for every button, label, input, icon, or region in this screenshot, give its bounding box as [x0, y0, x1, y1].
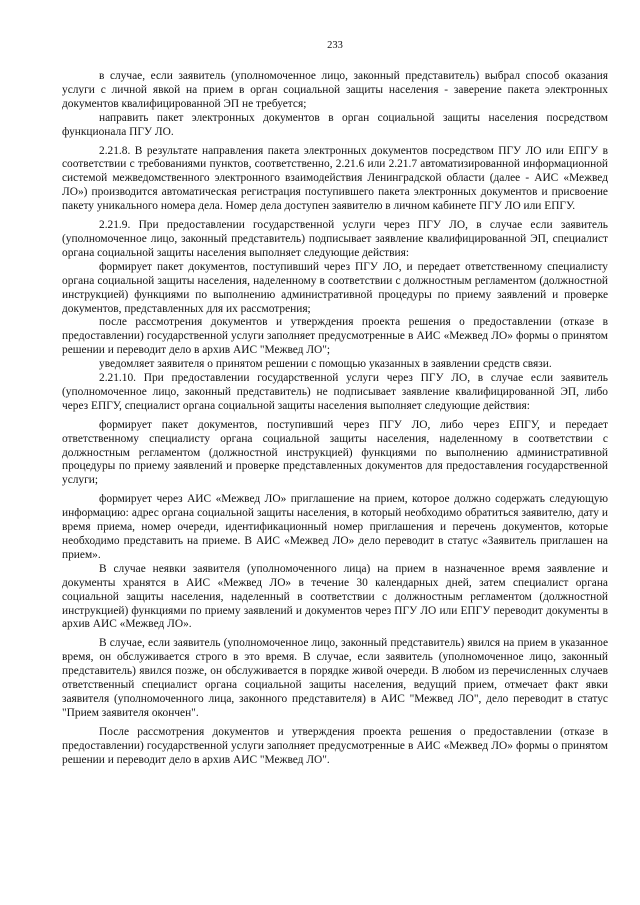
paragraph: формирует через АИС «Межвед ЛО» приглашение на прием, которое должно содержать следующую информацию: адрес органа социальной защиты населения, в который необходимо обратиться заявителю, дату и время приема, номер очереди, идентификационный номер приглашения и перечень документов, которые необходимо представить на приеме. В АИС «Межвед ЛО» дело переводит в статус «Заявитель приглашен на прием». — [62, 493, 608, 561]
paragraph: формирует пакет документов, поступивший через ПГУ ЛО, либо через ЕПГУ, и передает ответственному специалисту органа социальной защиты населения, наделенному в соответствии с должностным регламентом (должностной инструкцией) функциями по выполнению административной процедуры по приему заявлений и проверке представленных документов для предоставления государственной услуги; — [62, 418, 608, 487]
paragraph: 2.21.10. При предоставлении государственной услуги через ПГУ ЛО, в случае если заявитель (уполномоченное лицо, законный представитель) не подписывает заявление квалифицированной ЭП, либо через ЕПГУ, специалист органа социальной защиты населения выполняет следующие действия: — [62, 372, 608, 412]
paragraph: формирует пакет документов, поступивший через ПГУ ЛО, и передает ответственному специалисту органа социальной защиты населения, наделенному в соответствии с должностным регламентом (должностной инструкцией) функциями по выполнению административной процедуры по приему заявлений и проверке документов, представленных для их рассмотрения; — [62, 260, 608, 315]
paragraph: 2.21.8. В результате направления пакета электронных документов посредством ПГУ ЛО или ЕПГУ в соответствии с требованиями пунктов, соответственно, 2.21.6 или 2.21.7 автоматизированной информационной системой межведомственного электронного взаимодействия Ленинградской области (далее - АИС «Межвед ЛО») производится автоматическая регистрация поступившего пакета электронных документов и присвоение пакету уникального номера дела. Номер дела доступен заявителю в личном кабинете ПГУ ЛО или ЕПГУ. — [62, 144, 608, 213]
paragraph: В случае неявки заявителя (уполномоченного лица) на прием в назначенное время заявление и документы хранятся в АИС «Межвед ЛО» в течение 30 календарных дней, затем специалист органа социальной защиты населения, наделенный в соответствии с должностным регламентом (должностной инструкцией) функциями по приему заявлений и документов через ПГУ ЛО или ЕПГУ переводит документы в архив АИС «Межвед ЛО». — [62, 562, 608, 631]
paragraph: После рассмотрения документов и утверждения проекта решения о предоставлении (отказе в предоставлении) государственной услуги заполняет предусмотренные в АИС «Межвед ЛО» формы о принятом решении и переводит дело в архив АИС "Межвед ЛО". — [62, 725, 608, 766]
paragraph: после рассмотрения документов и утверждения проекта решения о предоставлении (отказе в предоставлении) государственной услуги заполняет предусмотренные в АИС «Межвед ЛО» формы о принятом решении и переводит дело в архив АИС "Межвед ЛО"; — [62, 316, 608, 357]
paragraph: направить пакет электронных документов в орган социальной защиты населения посредством функционала ПГУ ЛО. — [62, 111, 608, 138]
page-number: 233 — [327, 40, 343, 51]
paragraph: уведомляет заявителя о принятом решении с помощью указанных в заявлении средств связи. — [99, 358, 552, 371]
paragraph: 2.21.9. При предоставлении государственной услуги через ПГУ ЛО, в случае если заявитель (уполномоченное лицо, законный представитель) подписывает заявление квалифицированной ЭП, специалист органа социальной защиты населения выполняет следующие действия: — [62, 219, 608, 259]
paragraph: в случае, если заявитель (уполномоченное лицо, законный представитель) выбрал способ оказания услуги с личной явкой на прием в орган социальной защиты населения - заверение пакета электронных документов квалифицированной ЭП не требуется; — [62, 70, 608, 110]
paragraph: В случае, если заявитель (уполномоченное лицо, законный представитель) явился на прием в указанное время, он обслуживается строго в это время. В случае, если заявитель (уполномоченное лицо, законный представитель) явился позже, он обслуживается в порядке живой очереди. В любом из перечисленных случаев ответственный специалист органа социальной защиты населения, ведущий прием, отмечает факт явки заявителя (уполномоченного лица, законного представителя) в АИС "Межвед ЛО", дело переводит в статус "Прием заявителя окончен". — [62, 637, 608, 719]
document-body — [62, 70, 608, 768]
document-page — [62, 0, 608, 905]
